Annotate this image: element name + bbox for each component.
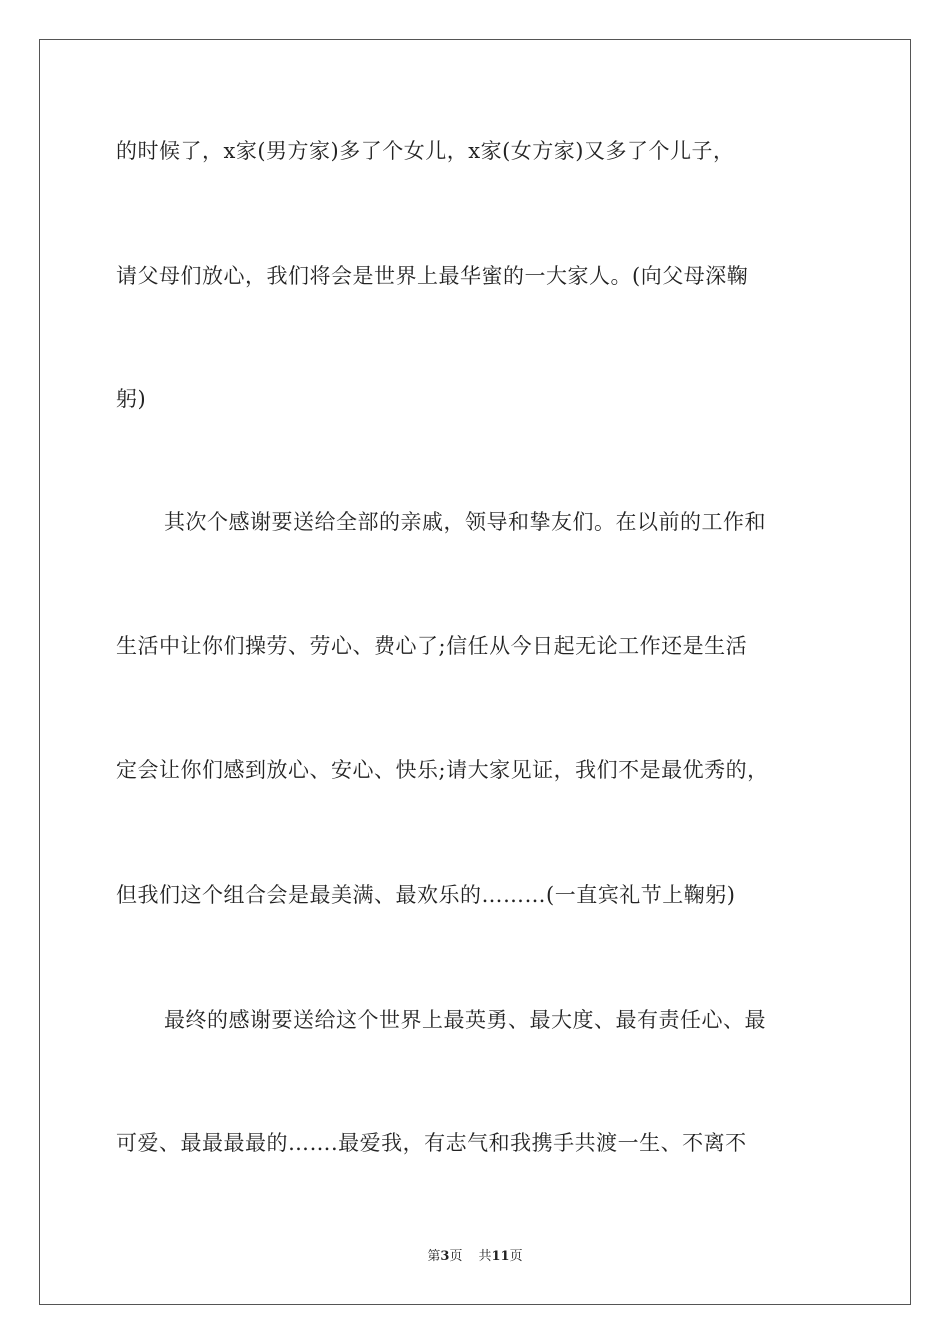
footer-total-pages: 11 bbox=[491, 1249, 510, 1264]
page-frame bbox=[39, 39, 911, 1305]
text-line-7: 但我们这个组合会是最美满、最欢乐的………(一直宾礼节上鞠躬) bbox=[116, 883, 736, 907]
text-line-3: 躬) bbox=[116, 387, 147, 411]
footer-total-suffix: 页 bbox=[509, 1249, 523, 1264]
footer-page-suffix: 页 bbox=[449, 1249, 463, 1264]
footer-page-number: 3 bbox=[440, 1249, 450, 1264]
text-line-6: 定会让你们感到放心、安心、快乐;请大家见证，我们不是最优秀的， bbox=[116, 758, 769, 782]
footer-page-prefix: 第 bbox=[427, 1249, 441, 1264]
text-line-1: 的时候了，x家(男方家)多了个女儿，x家(女方家)又多了个儿子， bbox=[116, 139, 735, 163]
text-line-5: 生活中让你们操劳、劳心、费心了;信任从今日起无论工作还是生活 bbox=[116, 634, 748, 658]
text-line-2: 请父母们放心，我们将会是世界上最华蜜的一大家人。(向父母深鞠 bbox=[116, 264, 749, 288]
page-footer bbox=[0, 1248, 950, 1266]
text-line-8: 最终的感谢要送给这个世界上最英勇、最大度、最有责任心、最 bbox=[164, 1008, 766, 1032]
footer-total-prefix: 共 bbox=[478, 1249, 492, 1264]
text-line-9: 可爱、最最最最的…….最爱我，有志气和我携手共渡一生、不离不 bbox=[116, 1131, 747, 1155]
text-line-4: 其次个感谢要送给全部的亲戚，领导和挚友们。在以前的工作和 bbox=[164, 510, 766, 534]
